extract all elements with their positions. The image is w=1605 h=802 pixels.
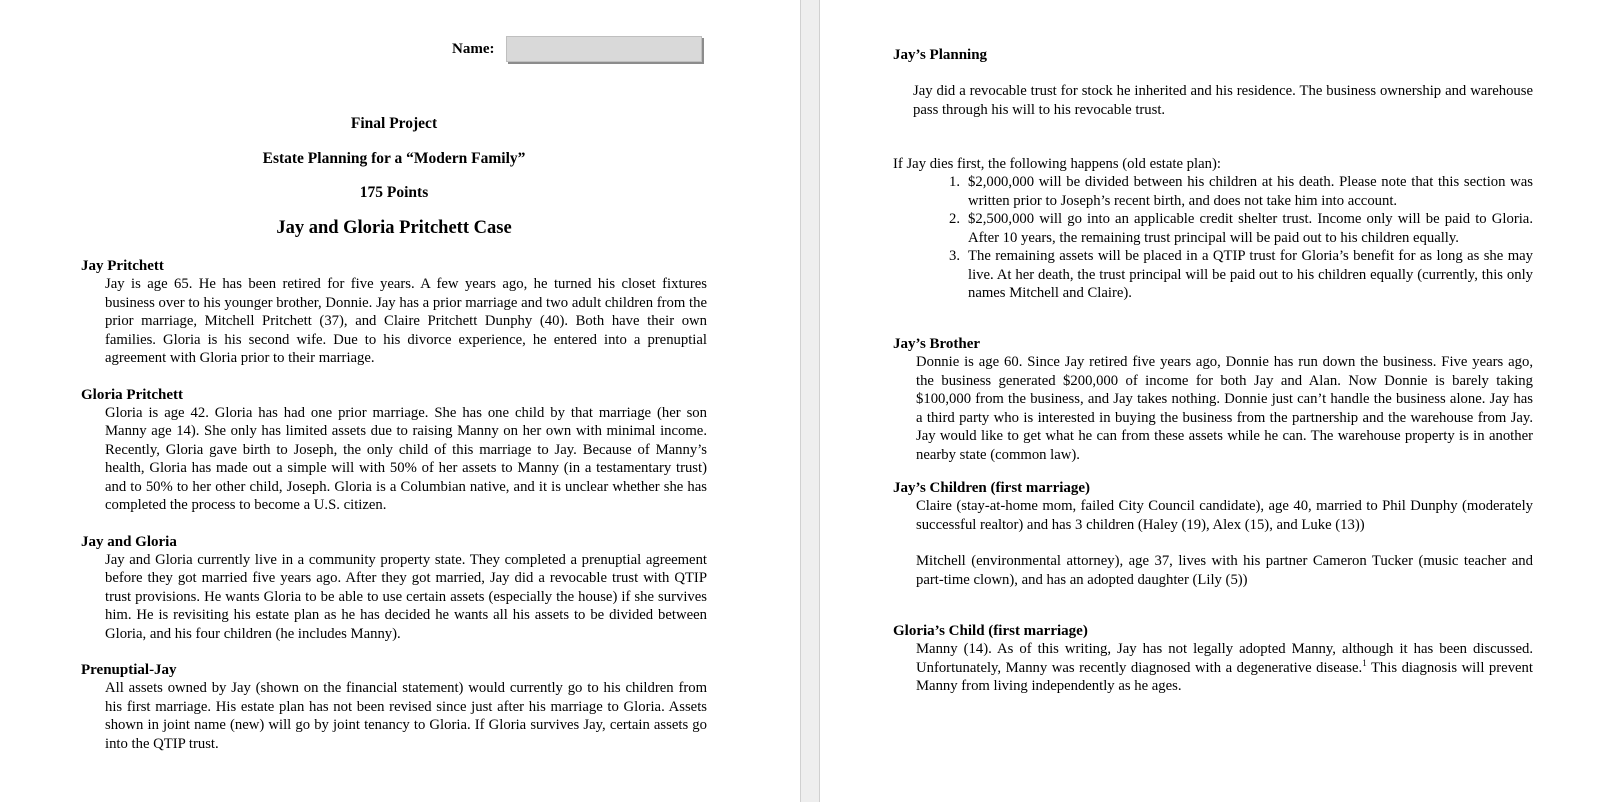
section-text: Donnie is age 60. Since Jay retired five years ago, Donnie has run down the business. Five years ago, the business generated $200,000 of income for both Jay and Alan. Now Donnie is barely taking $100,000 from the business, and Jay takes nothing. Donnie just can’t handle the business alone. Jay has a third party who is interested in buying the business from the partnership and the warehouse from Jay. Jay would like to get what he can from these assets while he can. The warehouse property is in another nearby state (common law). (916, 354, 1533, 463)
section-heading: Jay’s Children (first marriage) (893, 480, 1091, 496)
text-part-a: Manny (14). As of this writing, Jay has not legally adopted Manny, although it has been discussed. Unfortunately, Manny was recently diagnosed with a degenerative disease. (916, 641, 1533, 676)
section-heading: Gloria’s Child (first marriage) (893, 623, 1088, 639)
name-row (452, 36, 702, 62)
section-prenuptial-jay (81, 661, 707, 753)
name-label: Name: (452, 40, 495, 57)
section-text: All assets owned by Jay (shown on the financial statement) would currently go to his children from his first marriage. His estate plan has not been revised since just after his marriage to Gloria. Assets shown in joint name (new) will go by joint tenancy to Gloria. If Gloria survives Jay, certain assets go into the QTIP trust. (105, 680, 707, 752)
list-item (934, 173, 1533, 210)
title-points: 175 Points (359, 184, 429, 201)
planning-heading-block (893, 46, 1533, 64)
list-item (934, 210, 1533, 247)
section-gloria-pritchett (81, 386, 707, 515)
section-glorias-child (893, 622, 1533, 696)
planning-text-block (913, 82, 1533, 119)
section-heading: Jay’s Brother (893, 336, 981, 352)
section-jays-brother (893, 335, 1533, 464)
list-item (934, 247, 1533, 303)
if-dies-text: If Jay dies first, the following happens (old estate plan): (893, 156, 1221, 172)
name-input-field[interactable] (506, 36, 702, 62)
planning-text: Jay did a revocable trust for stock he inherited and his residence. The business ownership and warehouse pass through his will to his revocable trust. (913, 83, 1533, 118)
if-dies-block (893, 155, 1533, 174)
section-text-claire: Claire (stay-at-home mom, failed City Council candidate), age 40, married to Phil Dunphy (moderately successful realtor) and has 3 children (Haley (19), Alex (15), and Luke (13)) (916, 498, 1533, 533)
text-part-b: This diagnosis will prevent Manny from living independently as he ages. (916, 659, 1533, 694)
section-jay-and-gloria (81, 533, 707, 644)
planning-heading: Jay’s Planning (893, 47, 988, 63)
section-text: Gloria is age 42. Gloria has had one prior marriage. She has one child by that marriage (her son Manny age 14). She only has limited assets due to raising Manny on her own with minimal income. Recently, Gloria gave birth to Joseph, the only child of this marriage to Jay. Because of Manny’s health, Gloria has made out a simple will with 50% of her assets to Manny (in a testamentary trust) and to 50% to her other child, Joseph. Gloria is a Columbian native, and it is unclear whether she has completed the process to become a U.S. citizen. (105, 404, 707, 513)
title-estate-planning: Estate Planning for a “Modern Family” (262, 150, 526, 167)
footnote-marker[interactable]: 1 (1362, 657, 1367, 668)
list-text: $2,500,000 will go into an applicable credit shelter trust. Income only will be paid to Gloria. After 10 years, the remaining trust principal will be paid out to his children equally. (968, 211, 1533, 246)
case-title: Jay and Gloria Pritchett Case (276, 218, 512, 238)
list-text: $2,000,000 will be divided between his children at his death. Please note that this section was written prior to Joseph’s recent birth, and does not take him into account. (968, 174, 1533, 209)
section-heading: Jay Pritchett (81, 258, 164, 274)
title-final-project: Final Project (350, 115, 438, 132)
section-heading: Gloria Pritchett (81, 386, 184, 403)
section-text-mitchell: Mitchell (environmental attorney), age 37, lives with his partner Cameron Tucker (music teacher and part-time clown), and has an adopted daughter (Lily (5)) (916, 553, 1533, 588)
section-heading: Prenuptial-Jay (81, 662, 177, 678)
estate-plan-list (934, 173, 1533, 303)
left-sections (81, 257, 707, 771)
left-page (0, 0, 800, 802)
list-text: The remaining assets will be placed in a QTIP trust for Gloria’s benefit for as long as she may live. At her death, the trust principal will be paid out to his children equally (currently, this only names Mitchell and Claire). (968, 248, 1533, 301)
list-number: 3. (948, 248, 960, 264)
list-number: 2. (948, 211, 960, 227)
section-text: Jay is age 65. He has been retired for five years. A few years ago, he turned his closet fixtures business over to his younger brother, Donnie. Jay has a prior marriage and two adult children from the prior marriage, Mitchell Pritchett (37), and Claire Pritchett Dunphy (40). Both have their own families. Gloria is his second wife. Due to his divorce experience, he entered into a prenuptial agreement with Gloria prior to their marriage. (105, 276, 707, 366)
section-heading: Jay and Gloria (81, 533, 177, 550)
section-jay-pritchett (81, 257, 707, 368)
section-text (916, 640, 1533, 696)
list-number: 1. (948, 174, 960, 190)
page-gutter (800, 0, 820, 802)
section-jays-children (893, 479, 1533, 589)
section-text: Jay and Gloria currently live in a community property state. They completed a prenuptial agreement before they got married five years ago. After they got married, Jay did a revocable trust with QTIP trust provisions. He wants Gloria to be able to use certain assets (especially the house) if she survives him. He is revisiting his estate plan as he has decided he wants all his assets to be divided between Gloria, and his four children (he includes Manny). (105, 551, 707, 642)
